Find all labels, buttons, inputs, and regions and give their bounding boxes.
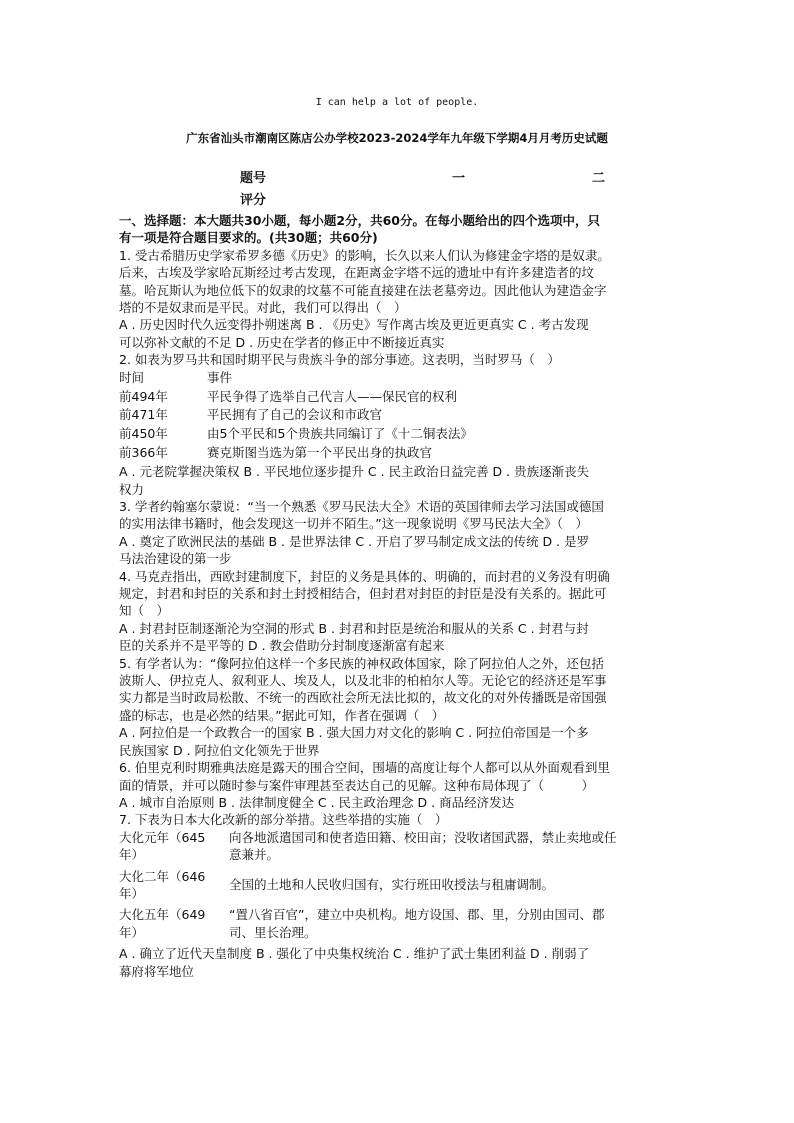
question-options-line: 幕府将军地位 — [119, 963, 195, 979]
question-options-line: A . 阿拉伯是一个政教合一的国家 B . 强大国力对文化的影响 C . 阿拉伯帝国是一个多 — [119, 725, 589, 741]
table-row — [119, 406, 473, 425]
question-stem-line: 的实用法律书籍时，他会发现这一切并不陌生。”这一现象说明《罗马民法大全》（ ） — [119, 516, 588, 532]
question-3 — [119, 498, 679, 568]
question-stem-line: 7. 下表为日本大化改新的部分举措。这些举措的实施（ ） — [119, 812, 448, 828]
measure-line: 意兼并。 — [229, 847, 280, 863]
table-cell-time: 前471年 — [119, 407, 168, 423]
question-options-line: 权力 — [119, 481, 145, 497]
question-6 — [119, 759, 679, 811]
roman-struggle-table — [119, 369, 473, 464]
table-header-time: 时间 — [119, 369, 145, 385]
motto-line: I can help a lot of people. — [315, 97, 479, 108]
table-cell-time — [119, 906, 229, 945]
score-table — [0, 167, 794, 207]
exam-title: 广东省汕头市潮南区陈店公办学校2023-2024学年九年级下学期4月月考历史试题 — [186, 131, 608, 145]
question-options-line: A . 封君封臣制逐渐沦为空洞的形式 B . 封君和封臣是统治和服从的关系 C . 封君与封 — [119, 620, 589, 636]
table-cell-event: 由5个平民和5个贵族共同编订了《十二铜表法》 — [207, 426, 473, 442]
section-heading — [119, 212, 679, 247]
exam-content — [119, 212, 679, 980]
question-stem-line: 知（ ） — [119, 603, 170, 619]
table-cell-measure — [229, 829, 679, 868]
table-header-event: 事件 — [207, 369, 233, 385]
question-stem-line: 波斯人、伊拉克人、叙利亚人、埃及人，以及北非的柏柏尔人等。无论它的经济还是军事 — [119, 673, 607, 689]
question-1 — [119, 247, 679, 351]
question-stem-line: 塔的不是奴隶而是平民。对此，我们可以得出（ ） — [119, 300, 407, 316]
question-2 — [119, 351, 679, 498]
question-options-line: A . 奠定了欧洲民法的基础 B . 是世界法律 C . 开启了罗马制定成文法的传统 D . 是罗 — [119, 533, 590, 549]
score-col-two: 二 — [592, 171, 606, 186]
measure-line: 司、里长治理。 — [229, 924, 317, 940]
table-cell-time — [119, 868, 229, 907]
question-options-line: A . 历史因时代久远变得扑朔迷离 B . 《历史》写作离古埃及更近更真实 C . 考古发现 — [119, 317, 589, 333]
table-row — [119, 906, 679, 945]
time-line: 大化元年（645 — [119, 829, 206, 845]
table-cell-event: 平民拥有了自己的会议和市政官 — [207, 407, 383, 423]
section-heading-line: 有一项是符合题目要求的。(共30题；共60分) — [119, 230, 378, 246]
question-stem-line: 墓。哈瓦斯认为地位低下的奴隶的坟墓不可能直接建在法老墓旁边。因此他认为建造金字 — [119, 282, 607, 298]
table-row — [119, 444, 473, 463]
table-cell-measure — [229, 906, 679, 945]
question-stem-line: 2. 如表为罗马共和国时期平民与贵族斗争的部分事迹。这表明，当时罗马（ ） — [119, 352, 560, 368]
table-row — [119, 388, 473, 407]
question-stem-line: 5. 有学者认为：“像阿拉伯这样一个多民族的神权政体国家，除了阿拉伯人之外，还包括 — [119, 655, 604, 671]
measure-line: 全国的土地和人民收归国有，实行班田收授法与租庸调制。 — [229, 877, 555, 893]
question-options-line: 臣的关系并不是平等的 D . 教会借助分封制度逐渐富有起来 — [119, 638, 445, 654]
time-line: 年） — [119, 924, 145, 940]
question-stem-line: 后来，古埃及学家哈瓦斯经过考古发现，在距离金字塔不远的遗址中有许多建造者的坟 — [119, 265, 595, 281]
question-options-line: A . 元老院掌握决策权 B . 平民地位逐步提升 C . 民主政治日益完善 D . 贵族逐渐丧失 — [119, 464, 590, 480]
table-cell-time: 前494年 — [119, 388, 168, 404]
table-row — [119, 829, 679, 868]
question-stem-line: 4. 马克垚指出，西欧封建制度下，封臣的义务是具体的、明确的，而封君的义务没有明确 — [119, 568, 610, 584]
question-stem-line: 1. 受古希腊历史学家希罗多德《历史》的影响，长久以来人们认为修建金字塔的是奴隶。 — [119, 247, 610, 263]
question-stem-line: 实力都是当时政局松散、不统一的西欧社会所无法比拟的，故文化的对外传播既是帝国强 — [119, 690, 607, 706]
table-cell-measure — [229, 868, 679, 907]
question-options-line: A . 城市自治原则 B . 法律制度健全 C . 民主政治理念 D . 商品经济发达 — [119, 794, 515, 810]
table-cell-time: 前366年 — [119, 445, 168, 461]
measure-line: “置八省百官”，建立中央机构。地方设国、郡、里，分别由国司、郡 — [229, 907, 605, 923]
question-options-line: A . 确立了近代天皇制度 B . 强化了中央集权统治 C . 维护了武士集团利益 D . 削弱了 — [119, 946, 590, 962]
table-cell-time — [119, 829, 229, 868]
table-row — [119, 868, 679, 907]
question-options-line: 可以弥补文献的不足 D . 历史在学者的修正中不断接近真实 — [119, 334, 445, 350]
section-heading-line: 一、选择题：本大题共30小题，每小题2分，共60分。在每小题给出的四个选项中，只 — [119, 213, 600, 228]
time-line: 大化二年（646 — [119, 868, 206, 884]
table-header-row — [119, 369, 473, 388]
time-line: 年） — [119, 847, 145, 863]
score-row-label-score: 评分 — [240, 193, 267, 208]
measure-line: 向各地派遣国司和使者造田籍、校田亩；没收诸国武器，禁止卖地或任 — [229, 829, 617, 845]
question-stem-line: 面的情景，并可以随时参与案件审理甚至表达自己的见解。这种布局体现了（ ） — [119, 777, 595, 793]
question-options-line: 民族国家 D . 阿拉伯文化领先于世界 — [119, 742, 320, 758]
question-4 — [119, 568, 679, 655]
table-row — [119, 425, 473, 444]
question-5 — [119, 655, 679, 759]
table-cell-time: 前450年 — [119, 426, 168, 442]
question-stem-line: 盛的标志，也是必然的结果。”据此可知，作者在强调（ ） — [119, 707, 445, 723]
score-col-one: 一 — [452, 171, 466, 186]
table-cell-event: 平民争得了选举自己代言人——保民官的权利 — [207, 388, 458, 404]
taika-reform-table — [119, 829, 679, 945]
table-cell-event: 赛克斯图当选为第一个平民出身的执政官 — [207, 445, 433, 461]
question-stem-line: 3. 学者约翰塞尔蒙说：“当一个熟悉《罗马民法大全》术语的英国律师去学习法国或德国 — [119, 499, 604, 514]
time-line: 大化五年（649 — [119, 907, 206, 923]
time-line: 年） — [119, 885, 145, 901]
question-options-line: 马法治建设的第一步 — [119, 551, 232, 567]
question-stem-line: 规定，封君和封臣的关系和封土封授相结合，但封君对封臣的封臣是没有关系的。据此可 — [119, 586, 607, 602]
question-stem-line: 6. 伯里克利时期雅典法庭是露天的围合空间，围墙的高度让每个人都可以从外面观看到里 — [119, 760, 610, 776]
question-7 — [119, 811, 679, 980]
score-row-label-number: 题号 — [240, 171, 267, 186]
